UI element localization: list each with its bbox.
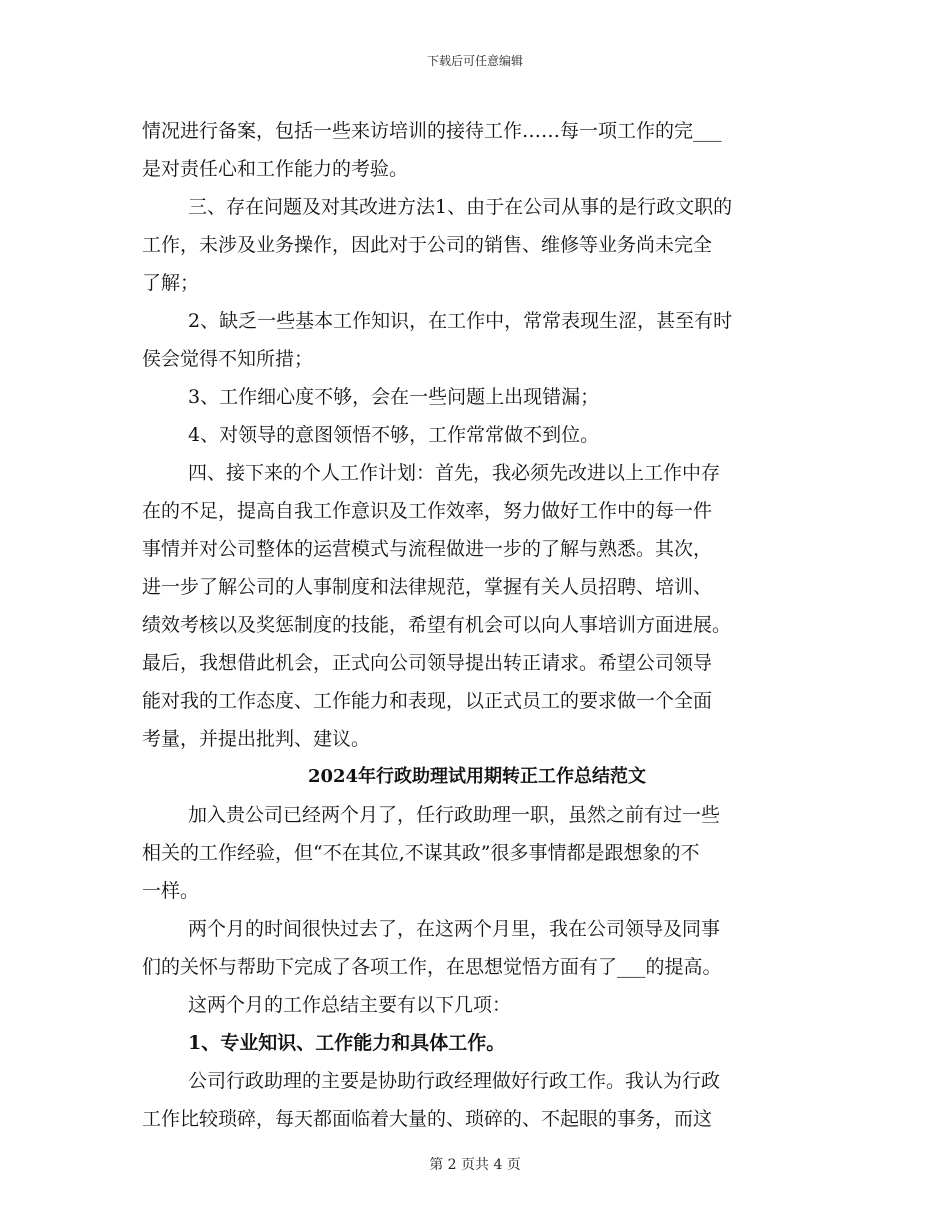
paragraph-start: 加入贵公司已经两个月了，任行政助理一职，虽然之前有过一些 (188, 804, 721, 826)
text-line: 们的关怀与帮助下完成了各项工作，在思想觉悟方面有了___的提高。 (142, 956, 722, 978)
text-line: 了解； (142, 272, 200, 294)
text-line: 进一步了解公司的人事制度和法律规范，掌握有关人员招聘、培训、 (142, 576, 713, 598)
text-line: 相关的工作经验，但“不在其位,不谋其政”很多事情都是跟想象的不 (142, 842, 700, 864)
subsection-heading: 1、专业知识、工作能力和具体工作。 (188, 1032, 506, 1054)
paragraph-start: 两个月的时间很快过去了，在这两个月里，我在公司领导及同事 (188, 918, 721, 940)
text-line: 工作比较琐碎，每天都面临着大量的、琐碎的、不起眼的事务，而这 (142, 1108, 713, 1130)
text-line: 事情并对公司整体的运营模式与流程做进一步的了解与熟悉。其次， (142, 538, 713, 560)
text-line: 侯会觉得不知所措； (142, 348, 314, 370)
text-line: 是对责任心和工作能力的考验。 (142, 158, 409, 180)
text-line: 能对我的工作态度、工作能力和表现，以正式员工的要求做一个全面 (142, 690, 713, 712)
page-header: 下载后可任意编辑 (426, 54, 523, 68)
section-heading-plan: 四、接下来的个人工作计划：首先，我必须先改进以上工作中存 (188, 462, 721, 484)
text-line: 一样。 (142, 880, 200, 902)
text-line: 在的不足，提高自我工作意识及工作效率，努力做好工作中的每一件 (142, 500, 713, 522)
text-line: 考量，并提出批判、建议。 (142, 728, 371, 750)
page-footer: 第 2 页共 4 页 (429, 1157, 521, 1173)
text-line: 绩效考核以及奖惩制度的技能，希望有机会可以向人事培训方面进展。 (142, 614, 732, 636)
text-line: 工作，未涉及业务操作，因此对于公司的销售、维修等业务尚未完全 (142, 234, 713, 256)
text-line: 最后，我想借此机会，正式向公司领导提出转正请求。希望公司领导 (142, 652, 713, 674)
paragraph-start: 这两个月的工作总结主要有以下几项： (188, 994, 512, 1016)
document-body (142, 112, 812, 1138)
section-heading-problems: 三、存在问题及对其改进方法1、由于在公司从事的是行政文职的 (188, 196, 733, 218)
list-item-2: 2、缺乏一些基本工作知识，在工作中，常常表现生涩，甚至有时 (188, 310, 733, 332)
list-item-3: 3、工作细心度不够，会在一些问题上出现错漏； (188, 386, 600, 408)
paragraph-start: 公司行政助理的主要是协助行政经理做好行政工作。我认为行政 (188, 1070, 721, 1092)
document-title: 2024年行政助理试用期转正工作总结范文 (307, 766, 647, 787)
list-item-4: 4、对领导的意图领悟不够，工作常常做不到位。 (188, 424, 600, 446)
text-line: 情况进行备案，包括一些来访培训的接待工作……每一项工作的完___ (142, 120, 722, 142)
